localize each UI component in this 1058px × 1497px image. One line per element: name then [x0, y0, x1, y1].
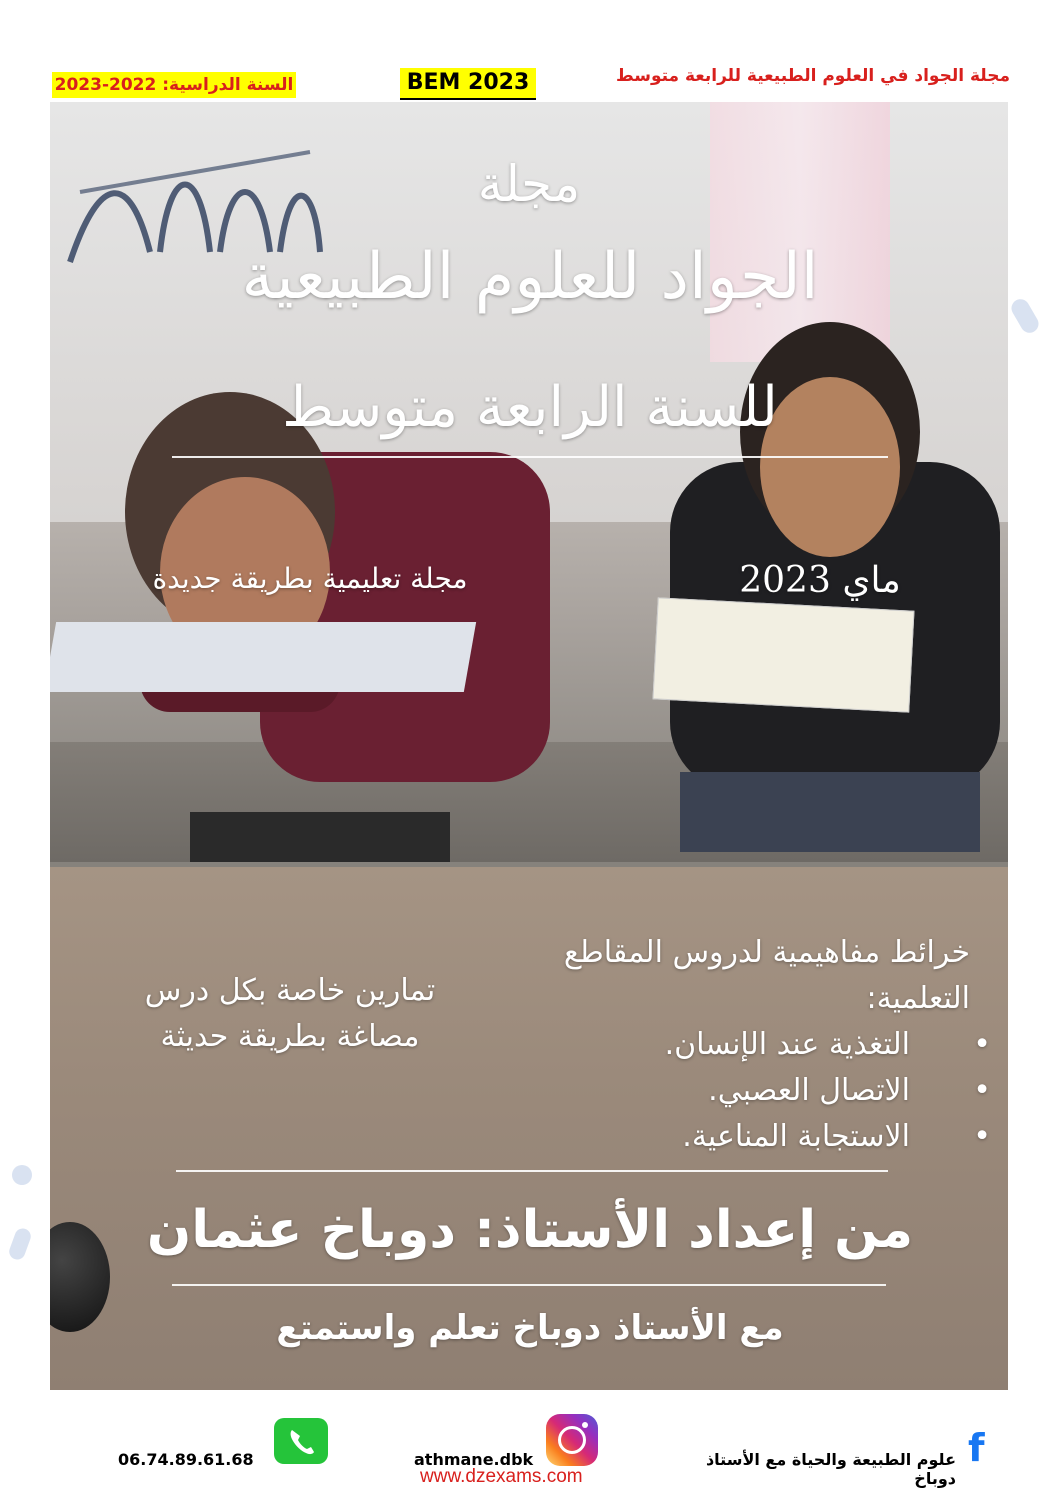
header-bem-badge: BEM 2023	[400, 68, 536, 100]
title-divider	[172, 456, 888, 458]
cover-subtitle: للسنة الرابعة متوسط	[282, 375, 778, 440]
author-divider-bottom	[172, 1284, 886, 1286]
cover-tagline: مجلة تعليمية بطريقة جديدة	[152, 562, 468, 595]
header-magazine-title: مجلة الجواد في العلوم الطبيعية للرابعة متوسط	[616, 66, 1010, 86]
cover-title: الجواد للعلوم الطبيعية	[241, 240, 819, 314]
open-notebook	[50, 622, 476, 692]
phone-handset-glyph	[274, 1418, 328, 1464]
concept-maps-list	[500, 1022, 970, 1160]
facebook-icon[interactable]: f	[968, 1426, 985, 1470]
instagram-icon[interactable]	[546, 1414, 598, 1466]
website-url[interactable]: www.dzexams.com	[420, 1466, 583, 1487]
exercises-note: تمارين خاصة بكل درس مصاغة بطريقة حديثة	[144, 973, 436, 1054]
author-divider-top	[176, 1170, 888, 1172]
author-credit: من إعداد الأستاذ: دوباخ عثمان	[146, 1200, 914, 1260]
concept-maps-intro: خرائط مفاهيمية لدروس المقاطع التعلمية:	[563, 935, 970, 1016]
cover-date: ماي 2023	[739, 560, 901, 601]
cover-slogan: مع الأستاذ دوباخ تعلم واستمتع	[276, 1308, 784, 1348]
instagram-handle[interactable]: athmane.dbk	[414, 1450, 534, 1469]
list-item: • التغذية عند الإنسان.	[500, 1022, 910, 1068]
list-item: • الاستجابة المناعية.	[500, 1114, 910, 1160]
header-school-year: السنة الدراسية: 2022-2023	[52, 72, 296, 98]
facebook-page-label[interactable]: علوم الطبيعة والحياة مع الأستاذ دوباخ	[705, 1450, 956, 1488]
concept-maps-block	[500, 930, 970, 1160]
phone-number[interactable]: 06.74.89.61.68	[118, 1450, 254, 1469]
worksheet	[653, 597, 915, 712]
cover-kicker: مجلة	[477, 155, 581, 213]
phone-icon[interactable]	[274, 1418, 328, 1464]
list-item: • الاتصال العصبي.	[500, 1068, 910, 1114]
